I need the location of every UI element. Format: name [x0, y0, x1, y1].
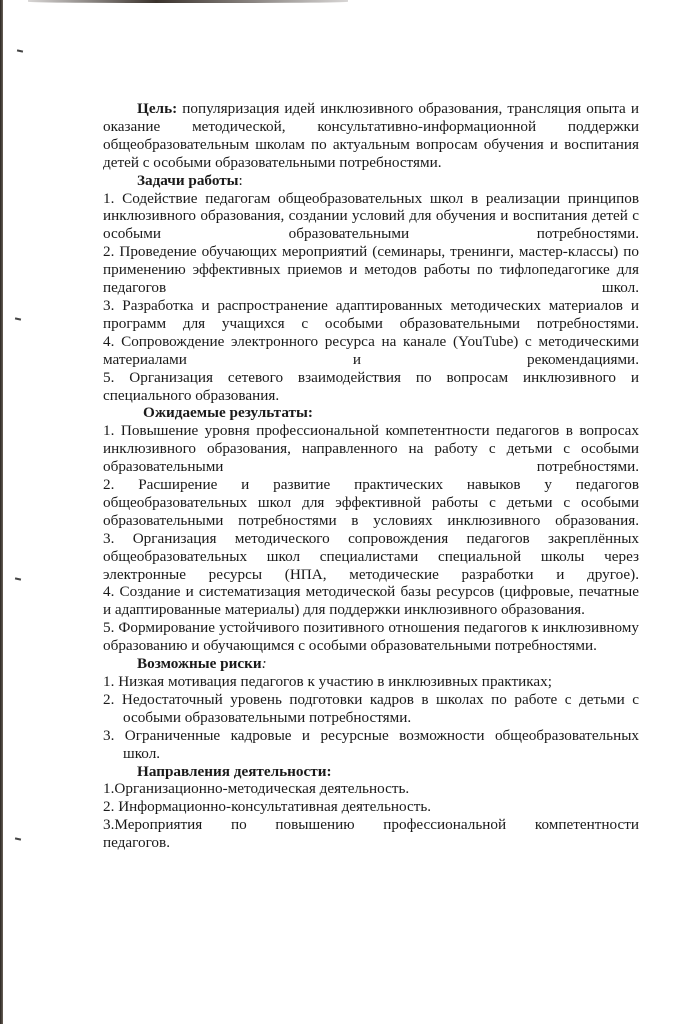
directions-heading: Направления деятельности:	[137, 762, 332, 780]
direction-item: 1.Организационно-методическая деятельность.	[103, 780, 410, 798]
risk-item: 1. Низкая мотивация педагогов к участию в инклюзивных практиках;	[103, 673, 552, 690]
tasks-heading: Задачи работы:	[137, 171, 243, 189]
tasks-section	[103, 172, 639, 405]
result-item: 2. Расширение и развитие практических навыков у педагогов общеобразовательных школ для эффективной работы с детьми с особыми образовательными потребностями в условиях инклюзивного образования.	[103, 476, 639, 529]
goal-section	[103, 100, 639, 172]
scan-mark	[15, 837, 21, 840]
task-item: 1. Содействие педагогам общеобразовательных школ в реализации принципов инклюзивного образования, создании условий для обучения и воспитания детей с особыми образовательными потребностями.	[103, 189, 639, 243]
document-page	[103, 100, 639, 852]
scan-mark	[17, 49, 23, 52]
risks-heading: Возможные риски:	[137, 655, 267, 673]
scan-left-edge	[0, 0, 3, 1024]
goal-label: Цель:	[137, 100, 178, 117]
scan-mark	[15, 317, 21, 320]
result-item: 4. Создание и систематизация методической базы ресурсов (цифровые, печатные и адаптированные материалы) для поддержки инклюзивного образования.	[103, 583, 639, 619]
risk-item: 3. Ограниченные кадровые и ресурсные возможности общеобразовательных школ.	[103, 726, 639, 762]
direction-item: 2. Информационно-консультативная деятельность.	[103, 798, 432, 816]
task-item: 4. Сопровождение электронного ресурса на канале (YouTube) с методическими материалами и рекомендациями.	[103, 332, 639, 368]
result-item: 3. Организация методического сопровождения педагогов закреплённых общеобразовательных школ специалистами специальной школы через электронные ресурсы (НПА, методические разработки и другое).	[103, 529, 639, 583]
results-section	[103, 404, 639, 655]
task-item: 5. Организация сетевого взаимодействия по вопросам инклюзивного и специального образования.	[103, 368, 639, 404]
direction-item: 3.Мероприятия по повышению профессиональной компетентности педагогов.	[103, 816, 639, 852]
goal-paragraph	[103, 100, 639, 172]
risks-section	[103, 655, 639, 762]
task-item: 3. Разработка и распространение адаптированных методических материалов и программ для учащихся с особыми образовательными потребностями.	[103, 296, 639, 332]
goal-text: популяризация идей инклюзивного образования, трансляция опыта и оказание методической, консультативно-информационной поддержки общеобразовательным школам по актуальным вопросам обучения и воспитания детей с особыми образовательными потребностями.	[103, 100, 640, 171]
results-heading: Ожидаемые результаты:	[143, 404, 313, 422]
result-item: 1. Повышение уровня профессиональной компетентности педагогов в вопросах инклюзивного образования, направленного на работу с детьми с особыми образовательными потребностями.	[103, 422, 639, 476]
scan-mark	[15, 577, 21, 580]
scan-top-edge	[28, 0, 348, 3]
risk-item: 2. Недостаточный уровень подготовки кадров в школах по работе с детьми с особыми образовательными потребностями.	[103, 690, 639, 726]
task-item: 2. Проведение обучающих мероприятий (семинары, тренинги, мастер-классы) по применению эффективных приемов и методов работы по тифлопедагогике для педагогов школ.	[103, 243, 639, 297]
result-item: 5. Формирование устойчивого позитивного отношения педагогов к инклюзивному образованию и обучающимся с особыми образовательными потребностями.	[103, 619, 639, 655]
directions-section	[103, 763, 639, 853]
